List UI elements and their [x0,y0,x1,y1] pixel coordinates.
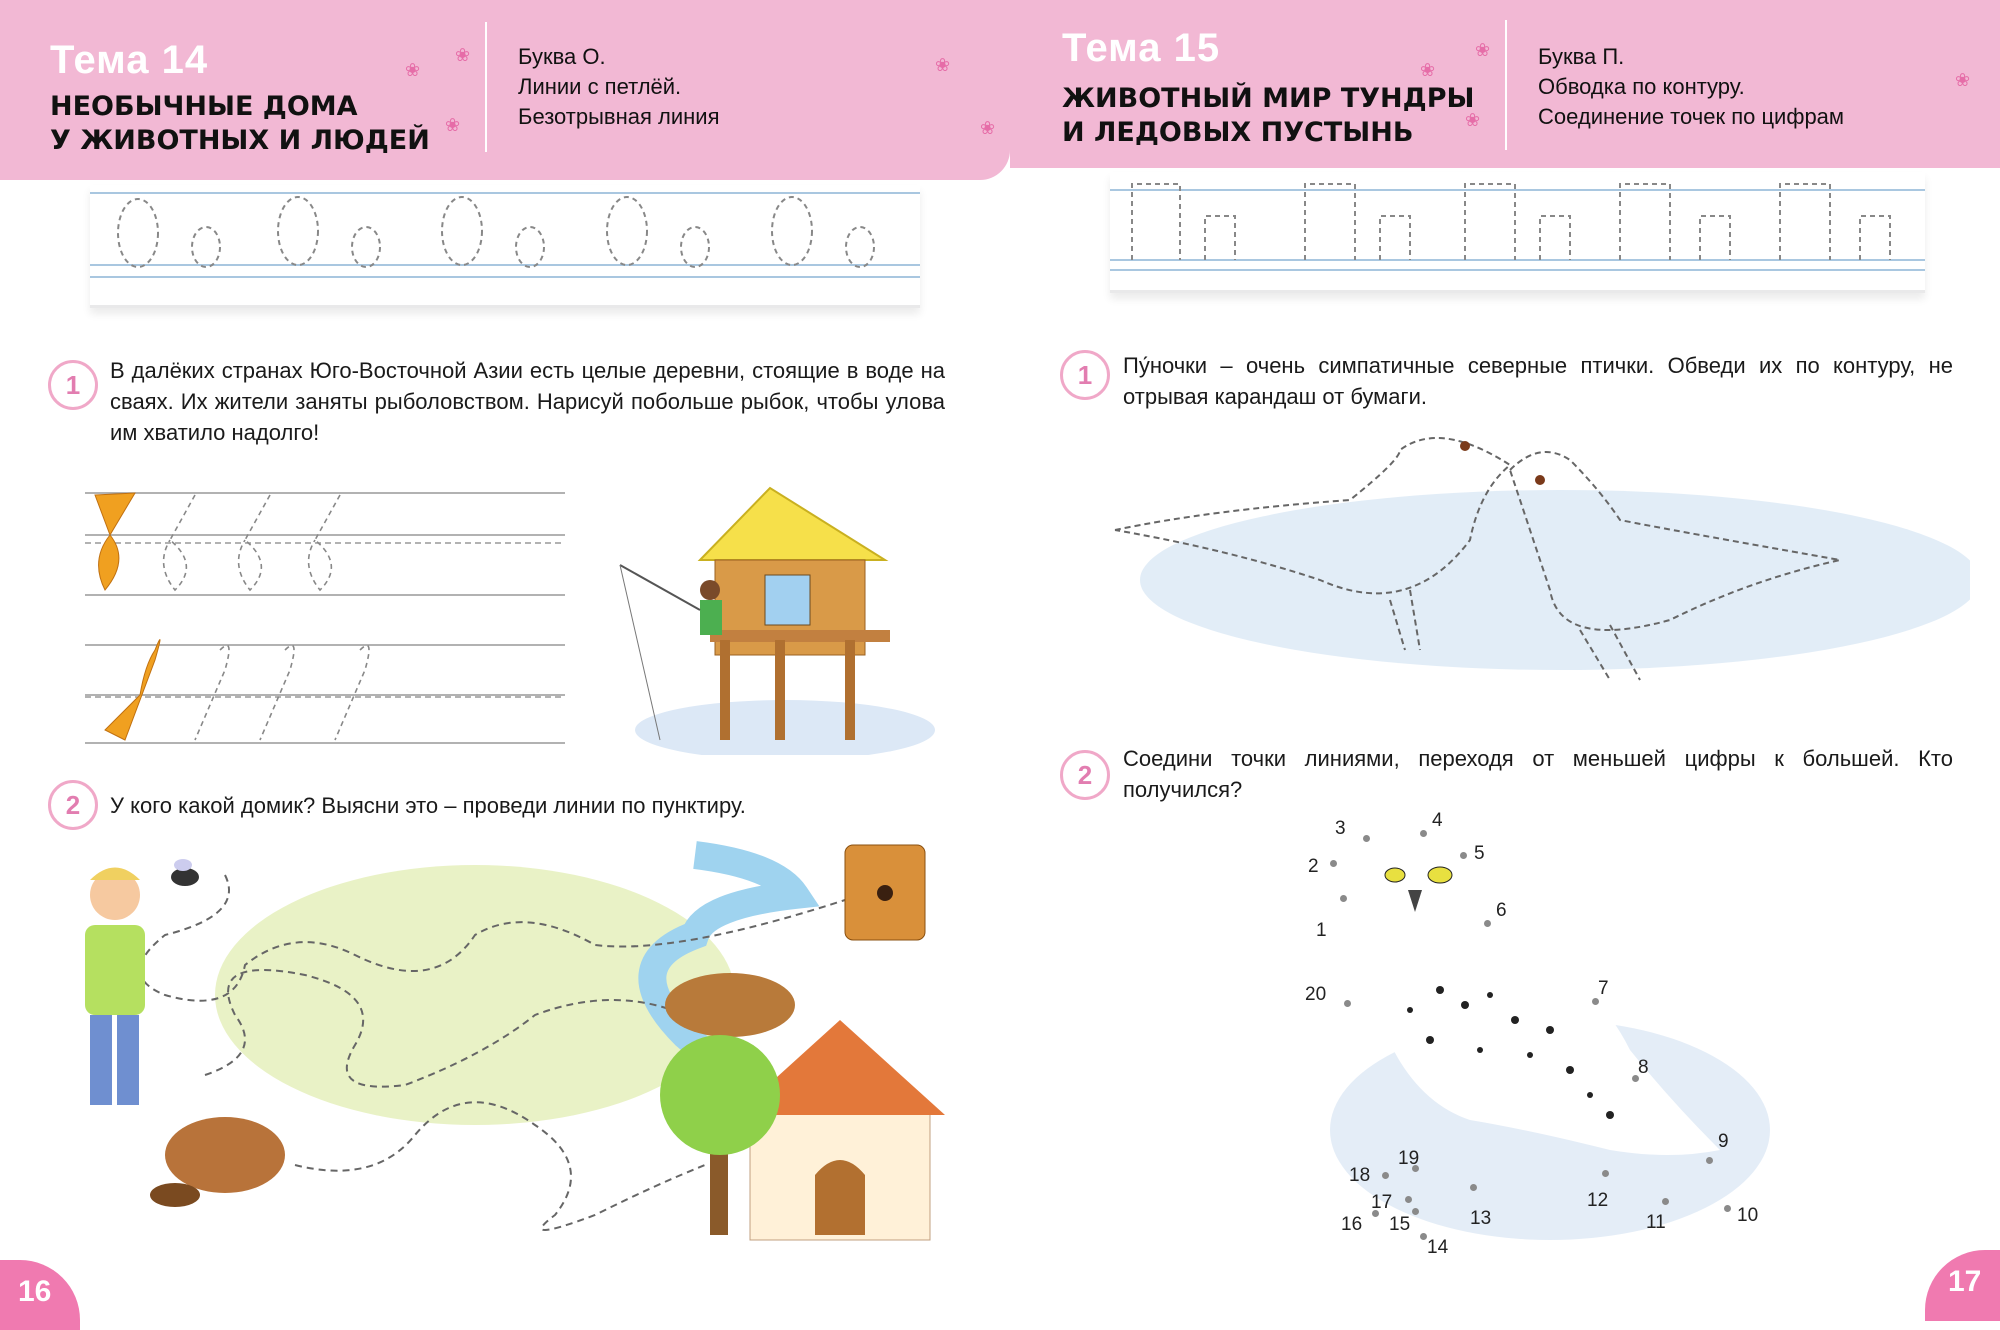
left-task1-text: В далёких странах Юго-Восточной Азии есть целые деревни, стоящие в воде на сваях. Их жители заняты рыболовством. Нарисуй побольше рыбок, чтобы улова им хватило надолго! [110,358,945,445]
right-subtopic-1: Буква П. [1538,44,1625,69]
right-header-divider [1505,20,1507,150]
left-theme-title [50,90,430,158]
fish-icon [95,493,160,740]
dot-12 [1602,1170,1609,1177]
paw-icon: ❀ [445,115,461,135]
dot-14 [1420,1233,1427,1240]
dot-label: 1 [1316,920,1327,941]
dot-17 [1405,1196,1412,1203]
left-task1-number: 1 [48,360,98,410]
dot-label: 10 [1737,1205,1759,1226]
right-task1-text: Пу́ночки – очень симпатичные северные птички. Обведи их по контуру, не отрывая карандаш от бумаги. [1123,353,1953,409]
right-subtopic-2: Обводка по контуру. [1538,74,1745,99]
dot-10 [1724,1205,1731,1212]
left-subtopic-3: Безотрывная линия [518,104,720,129]
dot-label: 17 [1371,1192,1393,1213]
left-page-number: 16 [18,1275,52,1308]
dot-label: 3 [1335,818,1346,839]
right-page-number: 17 [1948,1265,1982,1298]
paw-icon: ❀ [1955,70,1971,90]
dot-label: 16 [1341,1214,1363,1235]
dot-label: 19 [1398,1148,1420,1169]
dot-label: 8 [1638,1057,1649,1078]
right-title-line2: И ЛЕДОВЫХ ПУСТЫНЬ [1062,117,1414,148]
right-theme-label: Тема 15 [1062,26,1221,70]
dot-15 [1412,1208,1419,1215]
left-title-line1: НЕОБЫЧНЫЕ ДОМА [50,91,358,122]
left-task2-number: 2 [48,780,98,830]
fish-writing-lines [85,485,570,750]
beaver-lodge-illustration [665,973,795,1037]
left-subtopic-2: Линии с петлёй. [518,74,682,99]
right-task2-number: 2 [1060,750,1110,800]
dot-label: 15 [1389,1214,1411,1235]
paw-icon: ❀ [455,45,471,65]
letter-o-tracing [90,185,920,305]
beaver-illustration [150,1117,285,1207]
dot-5 [1460,852,1467,859]
dot-label: 12 [1587,1190,1609,1211]
right-subtopics [1538,42,1844,132]
beehive-illustration [845,845,925,940]
paw-icon: ❀ [405,60,421,80]
letter-o-copy-strip [90,185,920,308]
snowy-owl-dot-to-dot [1290,820,1770,1260]
dot-label: 20 [1305,984,1327,1005]
left-header-divider [485,22,487,152]
dot-label: 5 [1474,843,1485,864]
dot-1 [1340,895,1347,902]
who-lives-where-maze [55,835,955,1245]
left-title-line2: У ЖИВОТНЫХ И ЛЮДЕЙ [50,125,430,156]
dot-label: 11 [1646,1212,1666,1233]
dot-3 [1363,835,1370,842]
paw-icon: ❀ [980,118,996,138]
letter-p-tracing [1110,172,1925,290]
dot-label: 6 [1496,900,1507,921]
dot-label: 2 [1308,856,1319,877]
bee-icon [171,859,199,886]
left-theme-label: Тема 14 [50,38,209,82]
dot-label: 18 [1349,1165,1371,1186]
right-task1-number: 1 [1060,350,1110,400]
paw-icon: ❀ [1465,110,1481,130]
dot-11 [1662,1198,1669,1205]
dot-label: 4 [1432,810,1443,831]
right-theme-title [1062,82,1474,150]
right-task2-text: Соедини точки линиями, переходя от меньшей цифры к большей. Кто получился? [1123,746,1953,802]
right-title-line1: ЖИВОТНЫЙ МИР ТУНДРЫ [1062,83,1475,114]
boy-illustration [85,868,145,1106]
snow-bunting-tracing [1110,420,1970,700]
dot-4 [1420,830,1427,837]
dot-2 [1330,860,1337,867]
paw-icon: ❀ [1420,60,1436,80]
paw-icon: ❀ [935,55,951,75]
left-subtopic-1: Буква О. [518,44,606,69]
letter-p-copy-strip [1110,172,1925,293]
dot-6 [1484,920,1491,927]
dot-18 [1382,1172,1389,1179]
dot-9 [1706,1157,1713,1164]
paw-icon: ❀ [1475,40,1491,60]
left-subtopics [518,42,719,132]
dot-label: 7 [1598,978,1609,999]
left-task2-text: У кого какой домик? Выясни это – проведи линии по пунктиру. [110,793,746,818]
stilt-house-illustration [615,480,935,755]
dot-20 [1344,1000,1351,1007]
dot-label: 13 [1470,1208,1492,1229]
right-subtopic-3: Соединение точек по цифрам [1538,104,1845,129]
dot-label: 9 [1718,1131,1729,1152]
dot-13 [1470,1184,1477,1191]
dot-label: 14 [1427,1237,1449,1258]
